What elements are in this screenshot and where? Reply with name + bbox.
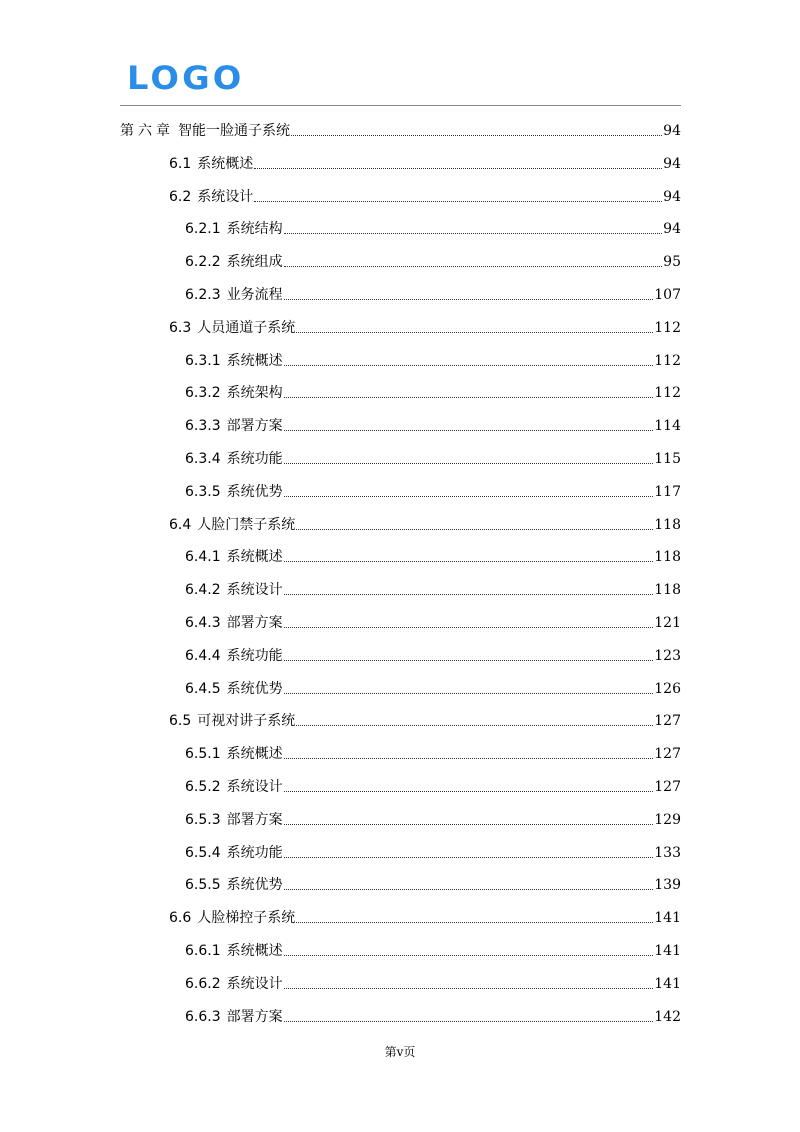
toc-entry-number: 6.5 [169,713,192,730]
dot-leader [284,232,663,234]
toc-entry-number: 6.4.1 [185,549,221,566]
toc-entry-title: 人员通道子系统 [197,319,296,336]
dot-leader [284,888,654,890]
dot-leader [284,429,654,431]
toc-entry-title: 系统设计 [226,975,283,992]
toc-entry[interactable] [185,635,681,665]
toc-entry-page: 112 [654,385,681,402]
toc-entry-page: 127 [654,746,681,763]
dot-leader [296,724,653,726]
toc-entry-page: 127 [654,779,681,795]
dot-leader [284,593,654,595]
toc-entry-number: 6.1 [169,155,192,172]
toc-entry-page: 112 [654,319,681,336]
toc-entry-title: 系统结构 [226,221,283,238]
toc-entry-page: 141 [654,975,681,992]
toc-entry-title: 系统功能 [226,647,283,664]
toc-entry-page: 129 [654,811,681,828]
toc-entry[interactable] [185,405,681,435]
toc-entry-page: 112 [654,352,681,369]
toc-entry-number: 6.6.3 [185,1008,221,1025]
toc-entry-page: 141 [654,943,681,959]
toc-entry[interactable] [185,569,681,599]
toc-entry-title: 部署方案 [226,418,283,435]
toc-entry-title: 系统概述 [226,943,283,959]
toc-entry[interactable] [185,274,681,304]
header-divider [120,105,681,106]
toc-entry-title: 部署方案 [226,1008,283,1025]
toc-entry[interactable] [169,176,681,206]
dot-leader [284,560,654,562]
toc-entry-title: 系统优势 [226,483,283,500]
toc-entry[interactable] [185,438,681,468]
dot-leader [291,134,662,136]
toc-entry-number: 6.3.2 [185,385,221,402]
toc-entry-title: 业务流程 [226,287,283,303]
toc-entry-title: 系统功能 [226,451,283,467]
toc-entry-title: 系统设计 [226,582,283,599]
toc-entry-page: 114 [654,418,681,435]
toc-entry-number: 6.3.1 [185,352,221,369]
dot-leader [254,167,662,169]
toc-entry[interactable] [185,471,681,501]
toc-entry[interactable] [169,307,681,337]
toc-entry[interactable] [185,208,681,238]
toc-entry-title: 可视对讲子系统 [197,713,296,730]
toc-entry-title: 人脸门禁子系统 [197,516,296,533]
toc-entry[interactable] [185,930,681,960]
toc-entry-title: 部署方案 [226,811,283,828]
toc-entry-page: 118 [654,549,681,566]
toc-entry-page: 115 [654,451,681,467]
toc-entry-page: 121 [654,615,681,631]
dot-leader [296,331,653,333]
toc-entry[interactable] [169,143,681,173]
toc-entry[interactable] [185,766,681,796]
toc-entry-number: 6.4 [169,516,192,533]
dot-leader [284,298,654,300]
toc-entry[interactable] [120,110,681,140]
toc-entry[interactable] [185,536,681,566]
dot-leader [284,856,654,858]
toc-entry[interactable] [185,340,681,370]
toc-entry-number: 第六章 [120,123,174,139]
toc-entry-page: 118 [654,516,681,533]
toc-entry-page: 133 [654,844,681,861]
dot-leader [284,987,654,989]
toc-entry-number: 6.6 [169,910,192,927]
toc-entry-page: 94 [663,123,681,139]
dot-leader [284,495,654,497]
toc-entry-number: 6.6.1 [185,943,221,959]
toc-entry-number: 6.2 [169,188,192,205]
toc-entry-number: 6.4.2 [185,582,221,599]
dot-leader [284,692,654,694]
toc-entry[interactable] [185,733,681,763]
toc-entry-number: 6.4.4 [185,647,221,664]
toc-entry-number: 6.5.1 [185,746,221,763]
logo: LOGO [127,59,245,97]
toc-entry[interactable] [185,602,681,632]
toc-entry-page: 127 [654,713,681,730]
toc-entry[interactable] [185,963,681,993]
toc-entry-number: 6.5.5 [185,877,221,894]
toc-entry-page: 94 [663,221,681,238]
toc-entry-title: 系统概述 [226,746,283,763]
toc-entry-page: 139 [654,877,681,894]
toc-entry-page: 118 [654,582,681,599]
dot-leader [284,396,654,398]
toc-entry-title: 系统设计 [226,779,283,795]
toc-entry-title: 人脸梯控子系统 [197,910,296,927]
toc-entry-page: 142 [654,1008,681,1025]
dot-leader [296,921,653,923]
toc-entry-page: 141 [654,910,681,927]
toc-entry-number: 6.2.3 [185,287,221,303]
toc-entry-title: 系统功能 [226,844,283,861]
toc-entry-number: 6.3.4 [185,451,221,467]
dot-leader [284,1020,654,1022]
toc-entry-number: 6.2.1 [185,221,221,238]
toc-entry-title: 系统概述 [197,155,254,172]
toc-entry-page: 94 [663,155,681,172]
toc-entry-title: 系统架构 [226,385,283,402]
toc-entry[interactable] [185,668,681,698]
dot-leader [254,200,662,202]
toc-entry-title: 部署方案 [226,615,283,631]
toc-entry-number: 6.3.5 [185,483,221,500]
toc-entry-number: 6.4.3 [185,615,221,631]
dot-leader [296,528,653,530]
dot-leader [284,823,654,825]
toc-entry-number: 6.4.5 [185,680,221,697]
toc-entry-page: 123 [654,647,681,664]
dot-leader [284,462,654,464]
toc-entry-title: 系统概述 [226,352,283,369]
toc-entry-number: 6.3 [169,319,192,336]
toc-entry-number: 6.2.2 [185,254,221,271]
toc-entry[interactable] [169,504,681,534]
toc-entry[interactable] [185,241,681,271]
toc-entry-title: 智能一脸通子系统 [178,123,290,139]
dot-leader [284,364,654,366]
toc-entry[interactable] [185,996,681,1026]
toc-entry-page: 94 [663,188,681,205]
toc-entry-number: 6.5.4 [185,844,221,861]
toc-entry-number: 6.6.2 [185,975,221,992]
toc-entry-title: 系统优势 [226,680,283,697]
toc-entry-page: 107 [654,287,681,303]
dot-leader [284,659,654,661]
toc-entry[interactable] [185,832,681,862]
dot-leader [284,265,663,267]
toc-entry[interactable] [169,700,681,730]
toc-entry-title: 系统设计 [197,188,254,205]
toc-entry[interactable] [185,864,681,894]
toc-entry-page: 126 [654,680,681,697]
dot-leader [284,626,654,628]
toc-entry-number: 6.5.2 [185,779,221,795]
toc-entry-number: 6.5.3 [185,811,221,828]
toc-entry-title: 系统概述 [226,549,283,566]
dot-leader [284,757,654,759]
toc-entry-title: 系统优势 [226,877,283,894]
toc-entry-page: 95 [663,254,681,271]
toc-entry-title: 系统组成 [226,254,283,271]
dot-leader [284,790,654,792]
toc-entry-page: 117 [654,483,681,500]
dot-leader [284,954,654,956]
toc-entry[interactable] [185,799,681,829]
toc-entry[interactable] [185,372,681,402]
toc-entry[interactable] [169,897,681,927]
page-number-footer: 第v页 [384,1045,416,1059]
toc-entry-number: 6.3.3 [185,418,221,435]
